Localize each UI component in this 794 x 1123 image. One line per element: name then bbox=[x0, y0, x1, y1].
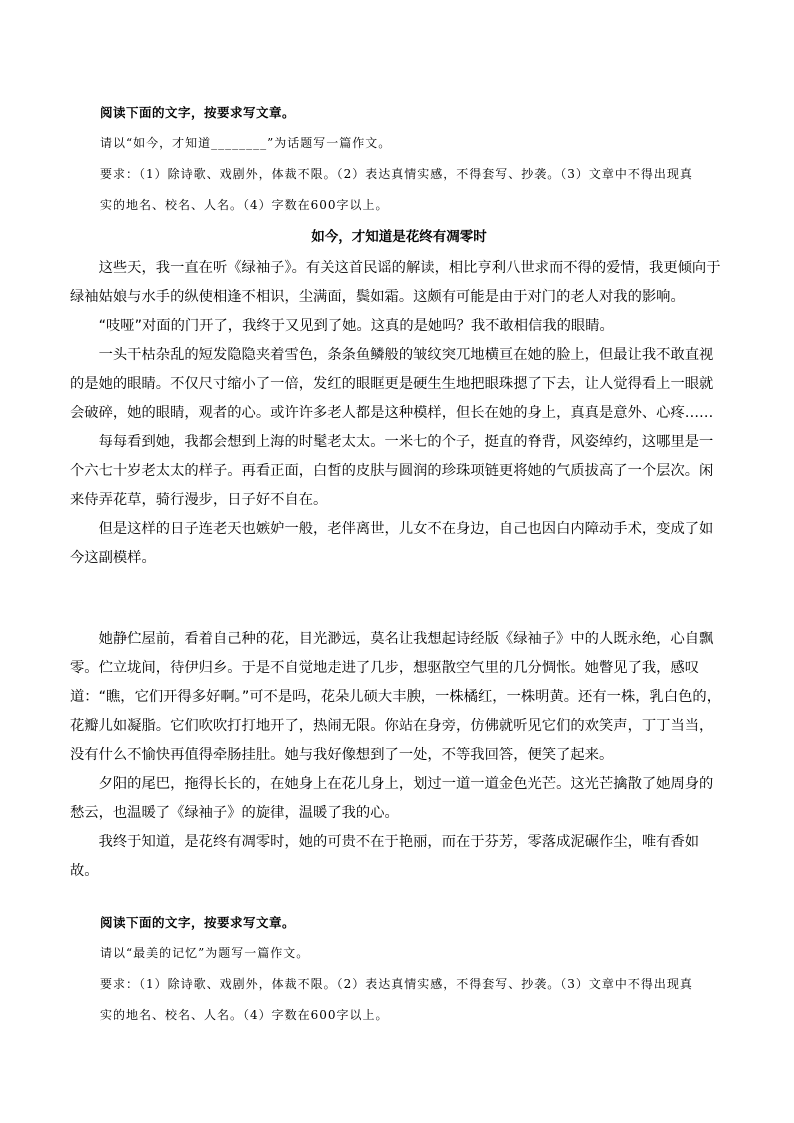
section2-heading: 阅读下面的文字，按要求写文章。 bbox=[100, 915, 296, 930]
section2-requirements-line2: 实的地名、校名、人名。（4）字数在600字以上。 bbox=[100, 1008, 389, 1022]
essay-paragraph: 她静伫屋前，看着自己种的花，目光渺远，莫名让我想起诗经版《绿袖子》中的人既永绝，心自飘零。伫立垅间，待伊归乡。于是不自觉地走进了几步，想驱散空气里的几分惆怅。她瞥见了我，感叹道：“瞧，它们开得多好啊。”可不是吗，花朵儿硕大丰腴，一株橘红，一株明黄。还有一株，乳白色的，花瓣儿如凝脂。它们吹吹打打地开了，热闹无限。你站在身旁，仿佛就听见它们的欢笑声，丁丁当当，没有什么不愉快再值得牵肠挂肚。她与我好像想到了一处，不等我回答，便笑了起来。 bbox=[70, 631, 722, 763]
essay-title: 如今，才知道是花终有凋零时 bbox=[311, 229, 487, 245]
section2-requirements-line1: 要求：（1）除诗歌、戏剧外，体裁不限。（2）表达真情实感，不得套写、抄袭。（3）文章中不得出现真 bbox=[100, 977, 693, 991]
essay-paragraph: 每每看到她，我都会想到上海的时髦老太太。一米七的个子，挺直的脊背，风姿绰约，这哪里是一个六七十岁老太太的样子。再看正面，白皙的皮肤与圆润的珍珠项链更将她的气质拔高了一个层次。闲来侍弄花草，骑行漫步，日子好不自在。 bbox=[70, 434, 714, 508]
essay-paragraph: “吱哑”对面的门开了，我终于又见到了她。这真的是她吗？我不敢相信我的眼睛。 bbox=[98, 318, 614, 334]
section1-prompt: 请以“如今，才知道________”为话题写一篇作文。 bbox=[100, 136, 392, 150]
section2-prompt: 请以“最美的记忆”为题写一篇作文。 bbox=[100, 946, 310, 960]
essay-paragraph: 这些天，我一直在听《绿袖子》。有关这首民谣的解读，相比亨利八世求而不得的爱情，我更倾向于绿袖姑娘与水手的纵使相逢不相识，尘满面，鬓如霜。这颇有可能是由于对门的老人对我的影响。 bbox=[70, 260, 721, 305]
section1-heading: 阅读下面的文字，按要求写文章。 bbox=[100, 105, 296, 120]
essay-paragraph: 但是这样的日子连老天也嫉妒一般，老伴离世，儿女不在身边，自己也因白内障动手术，变成了如今这副模样。 bbox=[70, 521, 714, 566]
essay-paragraph: 夕阳的尾巴，拖得长长的，在她身上在花儿身上，划过一道一道金色光芒。这光芒擒散了她周身的愁云，也温暖了《绿袖子》的旋律，温暖了我的心。 bbox=[70, 776, 714, 821]
essay-paragraph: 一头干枯杂乱的短发隐隐夹着雪色，条条鱼鳞般的皱纹突兀地横亘在她的脸上，但最让我不敢直视的是她的眼睛。不仅尺寸缩小了一倍，发红的眼眶更是硬生生地把眼珠摁了下去，让人觉得看上一眼就会破碎，她的眼睛，观者的心。或许许多老人都是这种模样，但长在她的身上，真真是意外、心疼…… bbox=[70, 347, 714, 421]
essay-body-part2 bbox=[70, 625, 726, 886]
essay-paragraph: 我终于知道，是花终有凋零时，她的可贵不在于艳丽，而在于芬芳，零落成泥碾作尘，唯有香如故。 bbox=[70, 834, 700, 879]
section1-requirements-line2: 实的地名、校名、人名。（4）字数在600字以上。 bbox=[100, 198, 389, 212]
essay-body-part1 bbox=[70, 254, 726, 573]
section1-requirements-line1: 要求：（1）除诗歌、戏剧外，体裁不限。（2）表达真情实感，不得套写、抄袭。（3）文章中不得出现真 bbox=[100, 167, 693, 181]
